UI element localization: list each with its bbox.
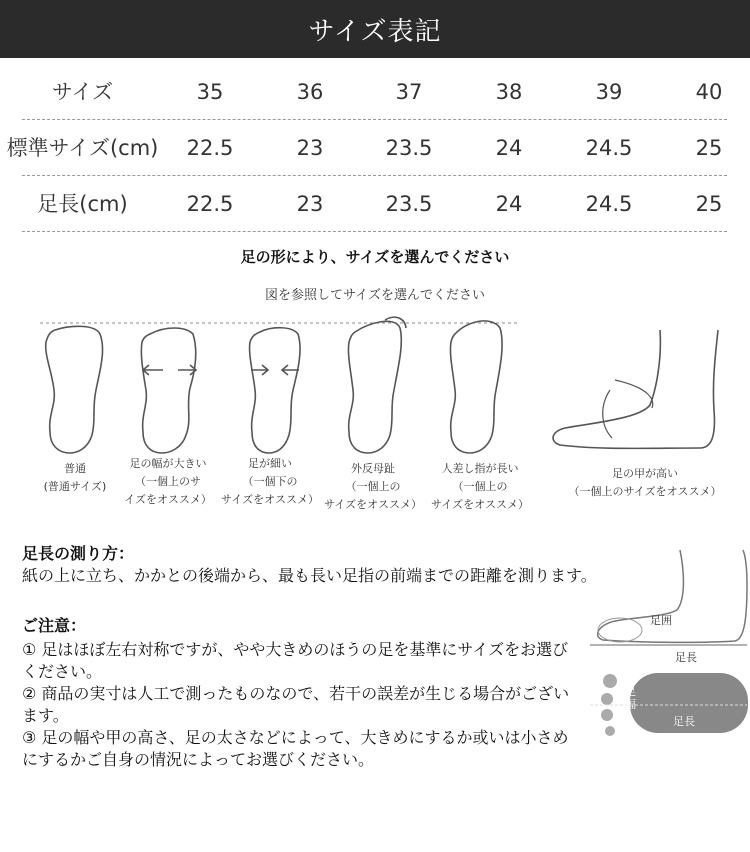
note-item: ③ 足の幅や甲の高さ、足の太さなどによって、大きめにするか或いは小さめにするかご自身の情況によってお選びください。 — [22, 728, 569, 769]
table-cell: 22.5 — [186, 192, 234, 216]
table-cell: 37 — [395, 80, 423, 104]
table-cell: 40 — [695, 80, 723, 104]
girth-label: 足囲 — [650, 614, 672, 627]
measure-text: 紙の上に立ち、かかとの後端から、最も長い足指の前端までの距離を測ります。 — [22, 566, 597, 585]
row-label: 足長(cm) — [37, 192, 128, 216]
foot-shape-subtitle: 図を参照してサイズを選んでください — [265, 288, 485, 303]
table-cell: 25 — [695, 192, 723, 216]
length-label: 足長 — [675, 651, 697, 664]
foot-narrow-icon — [250, 328, 301, 453]
table-cell: 36 — [296, 80, 324, 104]
foot-bunion-icon — [348, 317, 406, 453]
row-label: サイズ — [51, 80, 114, 104]
table-row — [0, 64, 750, 120]
foot-type-caption: 普通 (普通サイズ) — [43, 462, 107, 493]
table-cell: 35 — [196, 80, 224, 104]
measure-heading: 足長の測り方： — [22, 544, 135, 563]
foot-type-caption: 外反母趾 （一個上の サイズをオススメ） — [323, 462, 422, 511]
foot-type-caption: 足の幅が大きい （一個上のサ イズをオススメ） — [124, 457, 212, 506]
foot-shape-title: 足の形により、サイズを選んでください — [240, 248, 510, 266]
table-cell: 23.5 — [385, 136, 433, 160]
foot-measure-illustration — [585, 545, 750, 755]
foot-wide-icon — [141, 328, 196, 453]
note-item: ① 足はほぼ左右対称ですが、やや大きめのほうの足を基準にサイズをお選びください。 — [22, 640, 569, 681]
foot-type-caption: 人差し指が長い （一個上の サイズをオススメ） — [430, 462, 529, 511]
table-cell: 24 — [495, 192, 523, 216]
foot-measure-diagram — [585, 545, 750, 755]
table-cell: 25 — [695, 136, 723, 160]
note-item: ② 商品の実寸は人工で測ったものなので、若干の誤差が生じる場合がございます。 — [22, 684, 570, 725]
table-cell: 23 — [296, 136, 324, 160]
foot-shape-figures — [0, 310, 750, 530]
row-divider — [22, 231, 727, 232]
notes-heading: ご注意： — [22, 616, 87, 635]
foot-long-second-toe-icon — [450, 321, 502, 453]
page-header — [0, 0, 750, 58]
foot-type-caption: 足の甲が高い （一個上のサイズをオススメ） — [568, 467, 722, 498]
table-cell: 39 — [595, 80, 623, 104]
page-title: サイズ表記 — [308, 16, 442, 47]
table-cell: 22.5 — [186, 136, 234, 160]
length-label: 足長 — [673, 715, 695, 728]
foot-normal-icon — [46, 326, 103, 453]
table-cell: 38 — [495, 80, 523, 104]
notes-section — [22, 615, 582, 771]
table-cell: 23 — [296, 192, 324, 216]
table-cell: 24.5 — [585, 136, 633, 160]
table-row — [0, 176, 750, 232]
row-label: 標準サイズ(cm) — [6, 136, 159, 160]
measure-section — [22, 543, 682, 587]
foot-type-caption: 足が細い （一個下の サイズをオススメ） — [220, 457, 319, 506]
table-cell: 24.5 — [585, 192, 633, 216]
table-cell: 24 — [495, 136, 523, 160]
width-label: 足幅 — [625, 685, 636, 711]
foot-high-instep-icon — [553, 330, 718, 448]
table-row — [0, 120, 750, 176]
table-cell: 23.5 — [385, 192, 433, 216]
